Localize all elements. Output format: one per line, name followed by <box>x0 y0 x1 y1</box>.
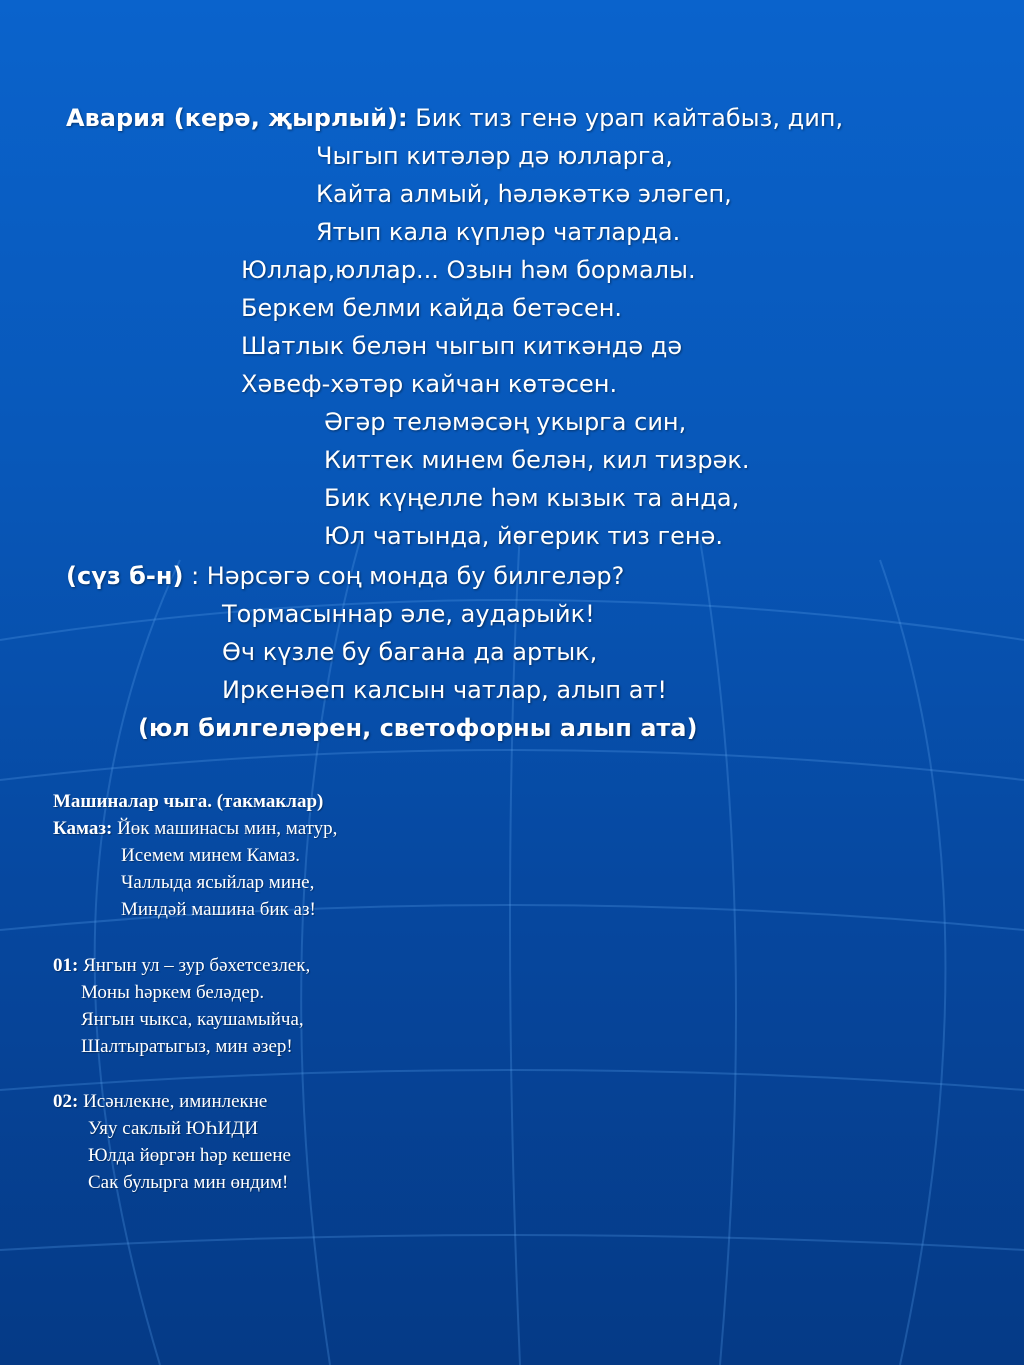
verse-line: Исәнлекне, иминлекне <box>83 1091 268 1112</box>
verse-line: Сак булырга мин өндим! <box>88 1172 289 1193</box>
lyric: Әгәр теләмәсәң укырга син, <box>324 408 687 436</box>
o2-label: 02: <box>53 1091 79 1112</box>
lyric: Кайта алмый, һәләкәткә эләгеп, <box>316 180 732 208</box>
kamaz-label: Камаз: <box>53 818 113 839</box>
verse-line: Янгын чыкса, каушамыйча, <box>81 1009 304 1030</box>
stage-direction: (юл билгеләрен, светофорны алып ата) <box>138 714 698 742</box>
speaker-word: (сүз б-н) <box>66 562 184 590</box>
kamaz-line-1 <box>53 815 337 842</box>
verse-line: Чаллыда ясыйлар мине, <box>121 872 315 893</box>
verse-line: Уяу саклый ЮҺИДИ <box>88 1118 259 1139</box>
o1-label: 01: <box>53 955 79 976</box>
lyric: Юллар,юллар... Озын һәм бормалы. <box>241 256 696 284</box>
lyric: : Нәрсәгә соң монда бу билгеләр? <box>191 562 625 590</box>
lyric: Бик тиз генә урап кайтабыз, дип, <box>415 104 844 132</box>
o2-line-1 <box>53 1088 267 1115</box>
verse-line: Юлда йөргән һәр кешене <box>88 1145 291 1166</box>
verse-line: Шалтыратыгыз, мин әзер! <box>81 1036 293 1057</box>
lyric: Бик күңелле һәм кызык та анда, <box>324 484 740 512</box>
lyric: Беркем белми кайда бетәсен. <box>241 294 623 322</box>
verse-line: Йөк машинасы мин, матур, <box>117 818 338 839</box>
verse-line: Янгын ул – зур бәхетсезлек, <box>83 955 311 976</box>
verse-line: Миндәй машина бик аз! <box>121 899 316 920</box>
lyric: Өч күзле бу багана да артык, <box>222 638 598 666</box>
lyric: Ятып кала күпләр чатларда. <box>316 218 681 246</box>
song-line-13 <box>66 557 624 595</box>
song-line-1 <box>66 99 843 137</box>
lyric: Иркенәеп калсын чатлар, алып ат! <box>222 676 668 704</box>
speaker-accident: Авария (керә, җырлый): <box>66 104 408 132</box>
lyric: Киттек минем белән, кил тизрәк. <box>324 446 750 474</box>
lyric: Хәвеф-хәтәр кайчан көтәсен. <box>241 370 618 398</box>
o1-line-1 <box>53 952 310 979</box>
lyric: Юл чатында, йөгерик тиз генә. <box>324 522 723 550</box>
verse-line: Моны һәркем беләдер. <box>81 982 265 1003</box>
lyric: Тормасыннар әле, аударыйк! <box>222 600 595 628</box>
lyric: Шатлык белән чыгып киткәндә дә <box>241 332 683 360</box>
lyric: Чыгып китәләр дә юлларга, <box>316 142 673 170</box>
poems-heading: Машиналар чыга. (такмаклар) <box>53 791 324 812</box>
verse-line: Исемем минем Камаз. <box>121 845 301 866</box>
